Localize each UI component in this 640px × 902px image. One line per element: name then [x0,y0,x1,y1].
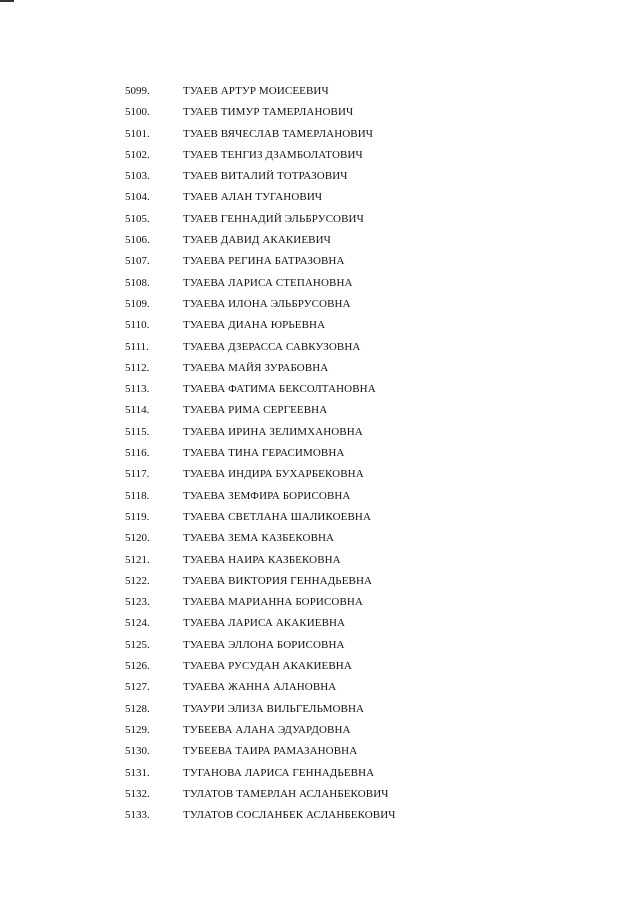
entry-name: ТУАЕВ АЛАН ТУГАНОВИЧ [183,191,323,204]
list-item [0,187,640,208]
list-item [0,145,640,166]
entry-number: 5129. [125,723,150,736]
entry-number: 5131. [125,766,150,779]
list-item [0,400,640,421]
entry-number: 5133. [125,809,150,822]
list-item [0,592,640,613]
entry-number: 5125. [125,638,150,651]
list-item [0,337,640,358]
entry-name: ТУАЕВА НАИРА КАЗБЕКОВНА [183,553,341,566]
list-item [0,699,640,720]
entry-name: ТУАЕВА РУСУДАН АКАКИЕВНА [183,660,352,673]
entry-name: ТУАЕВА ДЗЕРАССА САВКУЗОВНА [183,340,361,353]
entry-name: ТУАЕВА ЛАРИСА СТЕПАНОВНА [183,276,353,289]
list-item [0,81,640,102]
list-item [0,294,640,315]
entry-number: 5104. [125,191,150,204]
list-item [0,677,640,698]
list-item [0,741,640,762]
entry-number: 5128. [125,702,150,715]
entry-number: 5121. [125,553,150,566]
entry-name: ТУАЕВА СВЕТЛАНА ШАЛИКОЕВНА [183,510,372,523]
entry-number: 5132. [125,787,150,800]
entry-number: 5130. [125,745,150,758]
list-item [0,209,640,230]
entry-number: 5119. [125,510,150,523]
entry-name: ТУГАНОВА ЛАРИСА ГЕННАДЬЕВНА [183,766,375,779]
list-item [0,763,640,784]
list-item [0,230,640,251]
list-item [0,358,640,379]
scan-corner-mark [0,0,14,2]
entry-number: 5101. [125,127,150,140]
entry-number: 5123. [125,596,150,609]
entry-name: ТУАУРИ ЭЛИЗА ВИЛЬГЕЛЬМОВНА [183,702,365,715]
entry-name: ТУАЕВА ВИКТОРИЯ ГЕННАДЬЕВНА [183,574,373,587]
entry-name: ТУАЕВА ИНДИРА БУХАРБЕКОВНА [183,468,364,481]
list-item [0,464,640,485]
entry-number: 5116. [125,447,150,460]
entry-name: ТУЛАТОВ СОСЛАНБЕК АСЛАНБЕКОВИЧ [183,809,396,822]
entry-number: 5107. [125,255,150,268]
entry-name: ТУАЕВА ДИАНА ЮРЬЕВНА [183,319,326,332]
entry-number: 5118. [125,489,150,502]
entry-name: ТУАЕВА ЗЕМФИРА БОРИСОВНА [183,489,351,502]
entry-name: ТУАЕВА РЕГИНА БАТРАЗОВНА [183,255,345,268]
entry-number: 5126. [125,660,150,673]
list-item [0,805,640,826]
entry-number: 5117. [125,468,150,481]
entry-number: 5103. [125,170,150,183]
entry-number: 5099. [125,85,150,97]
entry-name: ТУАЕВ ГЕННАДИЙ ЭЛЬБРУСОВИЧ [183,212,364,225]
entry-number: 5120. [125,532,150,545]
entry-name: ТУАЕВ ВИТАЛИЙ ТОТРАЗОВИЧ [183,170,348,183]
list-item [0,443,640,464]
entry-number: 5110. [125,319,150,332]
entry-number: 5111. [125,340,149,353]
list-item [0,166,640,187]
entry-name: ТУАЕВА ЭЛЛОНА БОРИСОВНА [183,638,345,651]
entry-name: ТУАЕВА МАЙЯ ЗУРАБОВНА [183,361,329,374]
list-item [0,124,640,145]
entry-name: ТУАЕВ ТЕНГИЗ ДЗАМБОЛАТОВИЧ [183,148,363,161]
list-item [0,273,640,294]
list-item [0,507,640,528]
entry-name: ТУАЕВА ИРИНА ЗЕЛИМХАНОВНА [183,425,363,438]
entry-number: 5124. [125,617,150,630]
entry-name: ТУАЕВА ЛАРИСА АКАКИЕВНА [183,617,346,630]
list-item [0,315,640,336]
list-item [0,422,640,443]
list-item [0,613,640,634]
entry-name: ТУБЕЕВА ТАИРА РАМАЗАНОВНА [183,745,358,758]
entry-number: 5109. [125,297,150,310]
list-item [0,635,640,656]
entry-name: ТУАЕВ АРТУР МОИСЕЕВИЧ [183,85,329,97]
entry-name: ТУАЕВА ТИНА ГЕРАСИМОВНА [183,447,345,460]
entry-number: 5100. [125,106,150,119]
entry-number: 5102. [125,148,150,161]
entry-number: 5122. [125,574,150,587]
entry-name: ТУАЕВА МАРИАННА БОРИСОВНА [183,596,363,609]
list-item [0,571,640,592]
list-item [0,251,640,272]
entry-name: ТУАЕВ ВЯЧЕСЛАВ ТАМЕРЛАНОВИЧ [183,127,374,140]
list-item [0,486,640,507]
list-item [0,550,640,571]
entry-number: 5127. [125,681,150,694]
entry-name: ТУАЕВ ТИМУР ТАМЕРЛАНОВИЧ [183,106,354,119]
list-item [0,784,640,805]
entry-name: ТУАЕВА РИМА СЕРГЕЕВНА [183,404,328,417]
entry-name: ТУАЕВА ЖАННА АЛАНОВНА [183,681,337,694]
list-item [0,102,640,123]
entry-name: ТУАЕВА ЗЕМА КАЗБЕКОВНА [183,532,335,545]
entry-number: 5115. [125,425,150,438]
entry-name: ТУАЕВ ДАВИД АКАКИЕВИЧ [183,234,331,247]
list-item [0,528,640,549]
entry-number: 5112. [125,361,150,374]
entry-number: 5108. [125,276,150,289]
entry-name: ТУАЕВА ФАТИМА БЕКСОЛТАНОВНА [183,383,376,396]
entry-number: 5106. [125,234,150,247]
list-item [0,379,640,400]
entry-name: ТУАЕВА ИЛОНА ЭЛЬБРУСОВНА [183,297,351,310]
list-item [0,656,640,677]
entry-name: ТУБЕЕВА АЛАНА ЭДУАРДОВНА [183,723,351,736]
name-list [0,81,640,826]
entry-name: ТУЛАТОВ ТАМЕРЛАН АСЛАНБЕКОВИЧ [183,787,389,800]
entry-number: 5105. [125,212,150,225]
entry-number: 5113. [125,383,150,396]
entry-number: 5114. [125,404,150,417]
list-item [0,720,640,741]
